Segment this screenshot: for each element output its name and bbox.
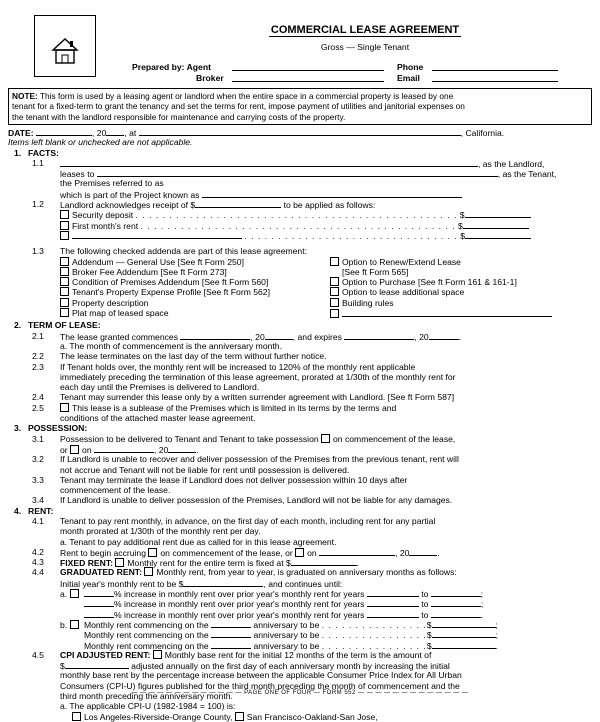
cpi-sf-checkbox[interactable] [235, 712, 244, 721]
option-purchase-checkbox[interactable] [330, 277, 339, 286]
tenant-field[interactable] [97, 168, 498, 177]
broker-label: Broker [196, 73, 224, 83]
other-receipt-field[interactable] [72, 230, 242, 239]
other-addendum-field[interactable] [342, 308, 552, 317]
cpi-la-checkbox[interactable] [72, 712, 81, 721]
security-deposit-checkbox[interactable] [60, 210, 69, 219]
possession-commencement-checkbox[interactable] [321, 434, 330, 443]
property-description-checkbox[interactable] [60, 298, 69, 307]
blank-note: Items left blank or unchecked are not applicable. [8, 137, 193, 148]
graduated-amount-checkbox[interactable] [70, 620, 79, 629]
condition-premises-checkbox[interactable] [60, 277, 69, 286]
date-month-field[interactable] [36, 127, 92, 136]
initial-rent-field[interactable] [183, 578, 263, 587]
option-additional-space-checkbox[interactable] [330, 287, 339, 296]
rent-begin-date-field[interactable] [319, 547, 395, 556]
possession-date-field[interactable] [94, 444, 154, 453]
rent-date-checkbox[interactable] [295, 548, 304, 557]
rent-begin-year-field[interactable] [409, 547, 437, 556]
first-rent-checkbox[interactable] [60, 221, 69, 230]
rent-commencement-checkbox[interactable] [148, 548, 157, 557]
house-icon [34, 15, 96, 77]
date-location-field[interactable] [139, 127, 461, 136]
security-amount-field[interactable] [465, 209, 531, 218]
graduated-pct-checkbox[interactable] [70, 589, 79, 598]
project-field[interactable] [202, 189, 462, 198]
page-footer: — — — — — — — — — — — — — PAGE ONE OF FOUR — FORM 552 — — — — — — — — — — — — — [131, 690, 469, 696]
receipt-amount-field[interactable] [195, 199, 281, 208]
phone-label: Phone [397, 62, 424, 72]
sublease-checkbox[interactable] [60, 403, 69, 412]
other-receipt-checkbox[interactable] [60, 231, 69, 240]
expire-year-field[interactable] [429, 331, 459, 340]
agent-field[interactable] [232, 62, 384, 71]
plat-map-checkbox[interactable] [60, 308, 69, 317]
other-addendum-checkbox[interactable] [330, 309, 339, 318]
other-receipt-amount-field[interactable] [465, 230, 531, 239]
note-box: NOTE: This form is used by a leasing agent or landlord when the entire space in a commercial property is leased by one tenant for a fixed-term to grant the tenancy and set the terms for rent, impose payment of utilities and janitorial expenses on the tenant with the landlord responsible for maintenance and carrying costs of the property. [8, 88, 592, 125]
first-rent-amount-field[interactable] [463, 220, 529, 229]
broker-field[interactable] [232, 73, 384, 82]
graduated-rent-checkbox[interactable] [144, 567, 153, 576]
possession-date-checkbox[interactable] [70, 445, 79, 454]
phone-field[interactable] [432, 62, 558, 71]
cpi-base-rent-field[interactable] [65, 660, 129, 669]
broker-fee-checkbox[interactable] [60, 267, 69, 276]
addendum-general-use-checkbox[interactable] [60, 257, 69, 266]
form-subtitle: Gross — Single Tenant [320, 42, 410, 52]
option-renew-checkbox[interactable] [330, 257, 339, 266]
form-title: COMMERCIAL LEASE AGREEMENT [270, 24, 460, 36]
cpi-rent-checkbox[interactable] [153, 650, 162, 659]
email-label: Email [397, 73, 420, 83]
landlord-field[interactable] [60, 158, 478, 167]
commence-date-field[interactable] [180, 331, 250, 340]
tenant-expense-checkbox[interactable] [60, 287, 69, 296]
date-row: DATE: , 20 , at , California. [8, 128, 505, 138]
form-body: DATE: , 20 , at , California. Items left blank or unchecked are not applicable. 1. FACTS: 1.1 , as the Landlord, leases to , as the Tenant, the Premises referred to as which is part of the Project known as 1.2 Landlord acknowledges receipt of $ to be applied as follows: Security deposit . . . . . . . . . . . . . . . . . . . . . . . . . . . . . . . . . . . . . . . . . . . . . . . . $ First month's rent . . . . . . . . . . . . . . . . . . . . . . . . . . . . . . . . . . . . . . . . . . . . . . . $ . . . . . . . . . . . . . . . . . . . . . . . . . . . . . . . . $ 1.3 The following checked addenda are part of this lease agreement: Addendum — General Use [See ft Form 250] Option to Renew/Extend Lease Broker Fee Addendum [See ft Form 273] [See ft Form 565] Condition of Premises Addendum [See ft Form 560] Option to Purchase [See ft Form 161 & 161-1] Tenant's Property Expense Profile [See ft Form 562] Option to lease additional space Property description Building rules Plat map of leased space 2. TERM OF LEASE: 2.1 The lease granted commences , 20 , and expires , 20 . a. The month of commencement is the anniversary month. 2.2 The lease terminates on the last day of the term without further notice. 2.3 If Tenant holds over, the monthly rent will be increased to 120% of the monthly rent applicable immediately preceding the termination of this lease agreement, prorated at 1/30th of the monthly rent for each day until the Premises is delivered to Landlord. 2.4 Tenant may surrender this lease only by a written surrender agreement with Landlord. [See ft Form 587] 2.5 This lease is a sublease of the Premises which is limited in its terms by the terms and conditions of the attached master lease agreement. 3. POSSESSION: 3.1 Possession to be delivered to Tenant and Tenant to take possession on commencement of the lease, or on , 20 . 3.2 If Landlord is unable to recover and deliver possession of the Premises from the previous tenant, rent will not accrue and Tenant will not be liable for rent until possession is delivered. 3.3 Tenant may terminate the lease if Landlord does not deliver possession within 10 days after commencement of the lease. 3.4 If Landlord is unable to deliver possession of the Premises, Landlord will not be liable for any damages. 4. RENT: 4.1 Tenant to pay rent monthly, in advance, on the first day of each month, including rent for any partial month prorated at 1/30th of the monthly rent per day. a. Tenant to pay additional rent due as called for in this lease agreement. 4.2 Rent to begin accruing on commencement of the lease, or on , 20 . 4.3 FIXED RENT: Monthly rent for the entire term is fixed at $ . 4.4 GRADUATED RENT: Monthly rent, from year to year, is graduated on anniversary months as follows: Initial year's monthly rent to be $ , and continues until: a. % increase in monthly rent over prior year's monthly rent for years to ; % increase in monthly rent over prior year's monthly rent for years to ; % increase in monthly rent over prior year's monthly rent for years to . b. Monthly rent commencing on the anniversary to be . . . . . . . . . . . . . . . .$ ; Monthly rent commencing on the anniversary to be . . . . . . . . . . . . . . . .$ ; Monthly rent commencing on the anniversary to be . . . . . . . . . . . . . . . .$ . 4.5 CPI ADJUSTED RENT: Monthly base rent for the initial 12 months of the term is the amount of $ adjusted annually on the first day of each anniversary month by increasing the initial monthly base rent by the percentage increase between the applicable Consumer Price Index for All Urban Consumers (CPI-U) figures published for the third month preceding the month of commencement and the third month preceding the anniversary month. a. The applicable CPI-U (1982-1984 = 100) is: Los Angeles-Riverside-Orange County, San Francisco-Oakland-San Jose, [8, 127, 592, 722]
prepared-by-label: Prepared by: Agent [132, 62, 211, 72]
facts-heading: 1. FACTS: [14, 147, 60, 158]
commence-year-field[interactable] [265, 331, 293, 340]
email-field[interactable] [432, 73, 558, 82]
date-year-field[interactable] [106, 127, 124, 136]
building-rules-checkbox[interactable] [330, 298, 339, 307]
expire-date-field[interactable] [344, 331, 414, 340]
fixed-rent-field[interactable] [291, 557, 357, 566]
fixed-rent-checkbox[interactable] [115, 558, 124, 567]
possession-year-field[interactable] [168, 444, 196, 453]
